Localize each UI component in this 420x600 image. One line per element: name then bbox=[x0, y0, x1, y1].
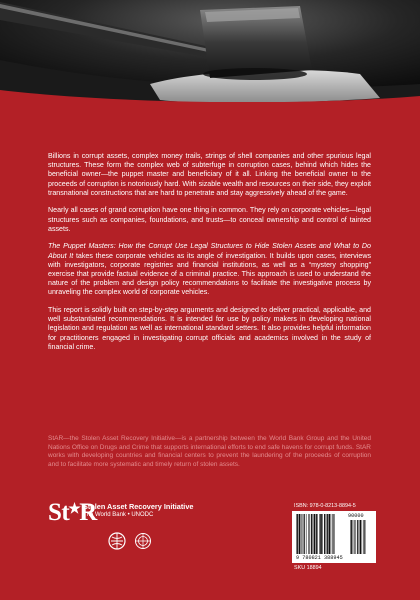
barcode-bar bbox=[296, 514, 297, 554]
barcode bbox=[292, 511, 376, 563]
paragraph-3-rest: takes these corporate vehicles as its angle of investigation. It builds upon cases, interviews with investigators, corporate registries and financial institutions, as well as a “mystery shopping” exercise that provide factual evidence of a criminal practice. This approach is used to understand the nature of the problem and design policy recommendations to facilitate the investigative process by unraveling the complex world of corporate vehicles. bbox=[48, 251, 371, 297]
barcode-bar bbox=[324, 514, 325, 554]
barcode-bar bbox=[306, 514, 307, 554]
sku-label: SKU 18894 bbox=[294, 565, 322, 571]
barcode-bar bbox=[313, 514, 314, 554]
partner-emblems bbox=[108, 532, 168, 552]
barcode-addon-bar bbox=[363, 520, 364, 554]
isbn-label: ISBN: 978-0-8213-8894-5 bbox=[294, 503, 356, 509]
barcode-bar bbox=[314, 514, 316, 554]
barcode-addon-bar bbox=[360, 520, 361, 554]
barcode-bar bbox=[331, 514, 332, 554]
barcode-bar bbox=[297, 514, 298, 554]
barcode-number: 9 780821 388945 bbox=[296, 555, 343, 561]
barcode-bar bbox=[303, 514, 304, 554]
barcode-addon-bar bbox=[362, 520, 363, 554]
world-bank-icon bbox=[108, 532, 126, 550]
logo-subtitle: The World Bank • UNODC bbox=[83, 512, 154, 518]
barcode-price-code: 90000 bbox=[348, 513, 364, 519]
paragraph-4: This report is solidly built on step-by-step arguments and designed to deliver practical, applicable, and well substantiated recommendations. It is intended for use by policy makers in developing national legislation and regulation as well as international standard setters. It also provides helpful information for practitioners engaged in investigating corrupt officials and academics involved in the study of financial crime. bbox=[48, 306, 371, 351]
barcode-bar bbox=[322, 514, 323, 554]
barcode-bar bbox=[320, 514, 322, 554]
barcode-addon-bar bbox=[354, 520, 355, 554]
barcode-bar bbox=[301, 514, 302, 554]
barcode-bar bbox=[317, 514, 318, 554]
barcode-bar bbox=[319, 514, 320, 554]
star-icon: ★ bbox=[68, 502, 81, 517]
barcode-bar bbox=[333, 514, 334, 554]
barcode-bar bbox=[308, 514, 309, 554]
barcode-bar bbox=[328, 514, 330, 554]
barcode-addon-bar bbox=[364, 520, 365, 554]
barcode-addon-bar bbox=[353, 520, 354, 554]
barcode-addon-bar bbox=[357, 520, 358, 554]
barcode-bar bbox=[327, 514, 328, 554]
logo-title: Stolen Asset Recovery Initiative bbox=[83, 502, 194, 511]
star-initiative-blurb: StAR—the Stolen Asset Recovery Initiative—is a partnership between the World Bank Group and the United Nations Office on Drugs and Crime that supports international efforts to end safe havens for corrupt funds. StAR works with developing countries and financial centers to prevent the laundering of the proceeds of corruption and to facilitate more systematic and timely return of stolen assets. bbox=[48, 435, 371, 468]
star-logo-block bbox=[48, 497, 208, 547]
book-title-inline: The Puppet Masters: How the Corrupt Use Legal Structures to Hide Stolen Assets and What to Do About It bbox=[48, 242, 371, 260]
barcode-addon-bar bbox=[356, 520, 357, 554]
barcode-bar bbox=[332, 514, 333, 554]
barcode-bar bbox=[309, 514, 310, 554]
barcode-addon-bar bbox=[359, 520, 360, 554]
logo-mark-right: R bbox=[79, 499, 97, 526]
paragraph-3 bbox=[48, 242, 371, 297]
gavel-photo bbox=[0, 0, 420, 102]
barcode-bar bbox=[299, 514, 301, 554]
barcode-addon-bar bbox=[350, 520, 351, 554]
barcode-bar bbox=[311, 514, 312, 554]
barcode-bar bbox=[304, 514, 305, 554]
paragraph-1: Billions in corrupt assets, complex money trails, strings of shell companies and other spurious legal structures. These form the complex web of subterfuge in corruption cases, behind which hides the beneficial owner—the puppet master and beneficiary of it all. Linking the beneficial owner to the proceeds of corruption is notoriously hard. With sizable wealth and resources on their side, they exploit transnational constructions that are hard to penetrate and stay aggressively ahead of the game. bbox=[48, 152, 371, 197]
barcode-bar bbox=[316, 514, 317, 554]
paragraph-2: Nearly all cases of grand corruption have one thing in common. They rely on corporate vehicles—legal structures such as companies, foundations, and trusts—to conceal ownership and control of tainted assets. bbox=[48, 206, 371, 233]
barcode-addon-bar bbox=[351, 520, 352, 554]
logo-mark-left: St bbox=[48, 499, 70, 526]
un-emblem-icon bbox=[134, 532, 152, 550]
barcode-bar bbox=[326, 514, 327, 554]
description-text bbox=[48, 152, 371, 360]
